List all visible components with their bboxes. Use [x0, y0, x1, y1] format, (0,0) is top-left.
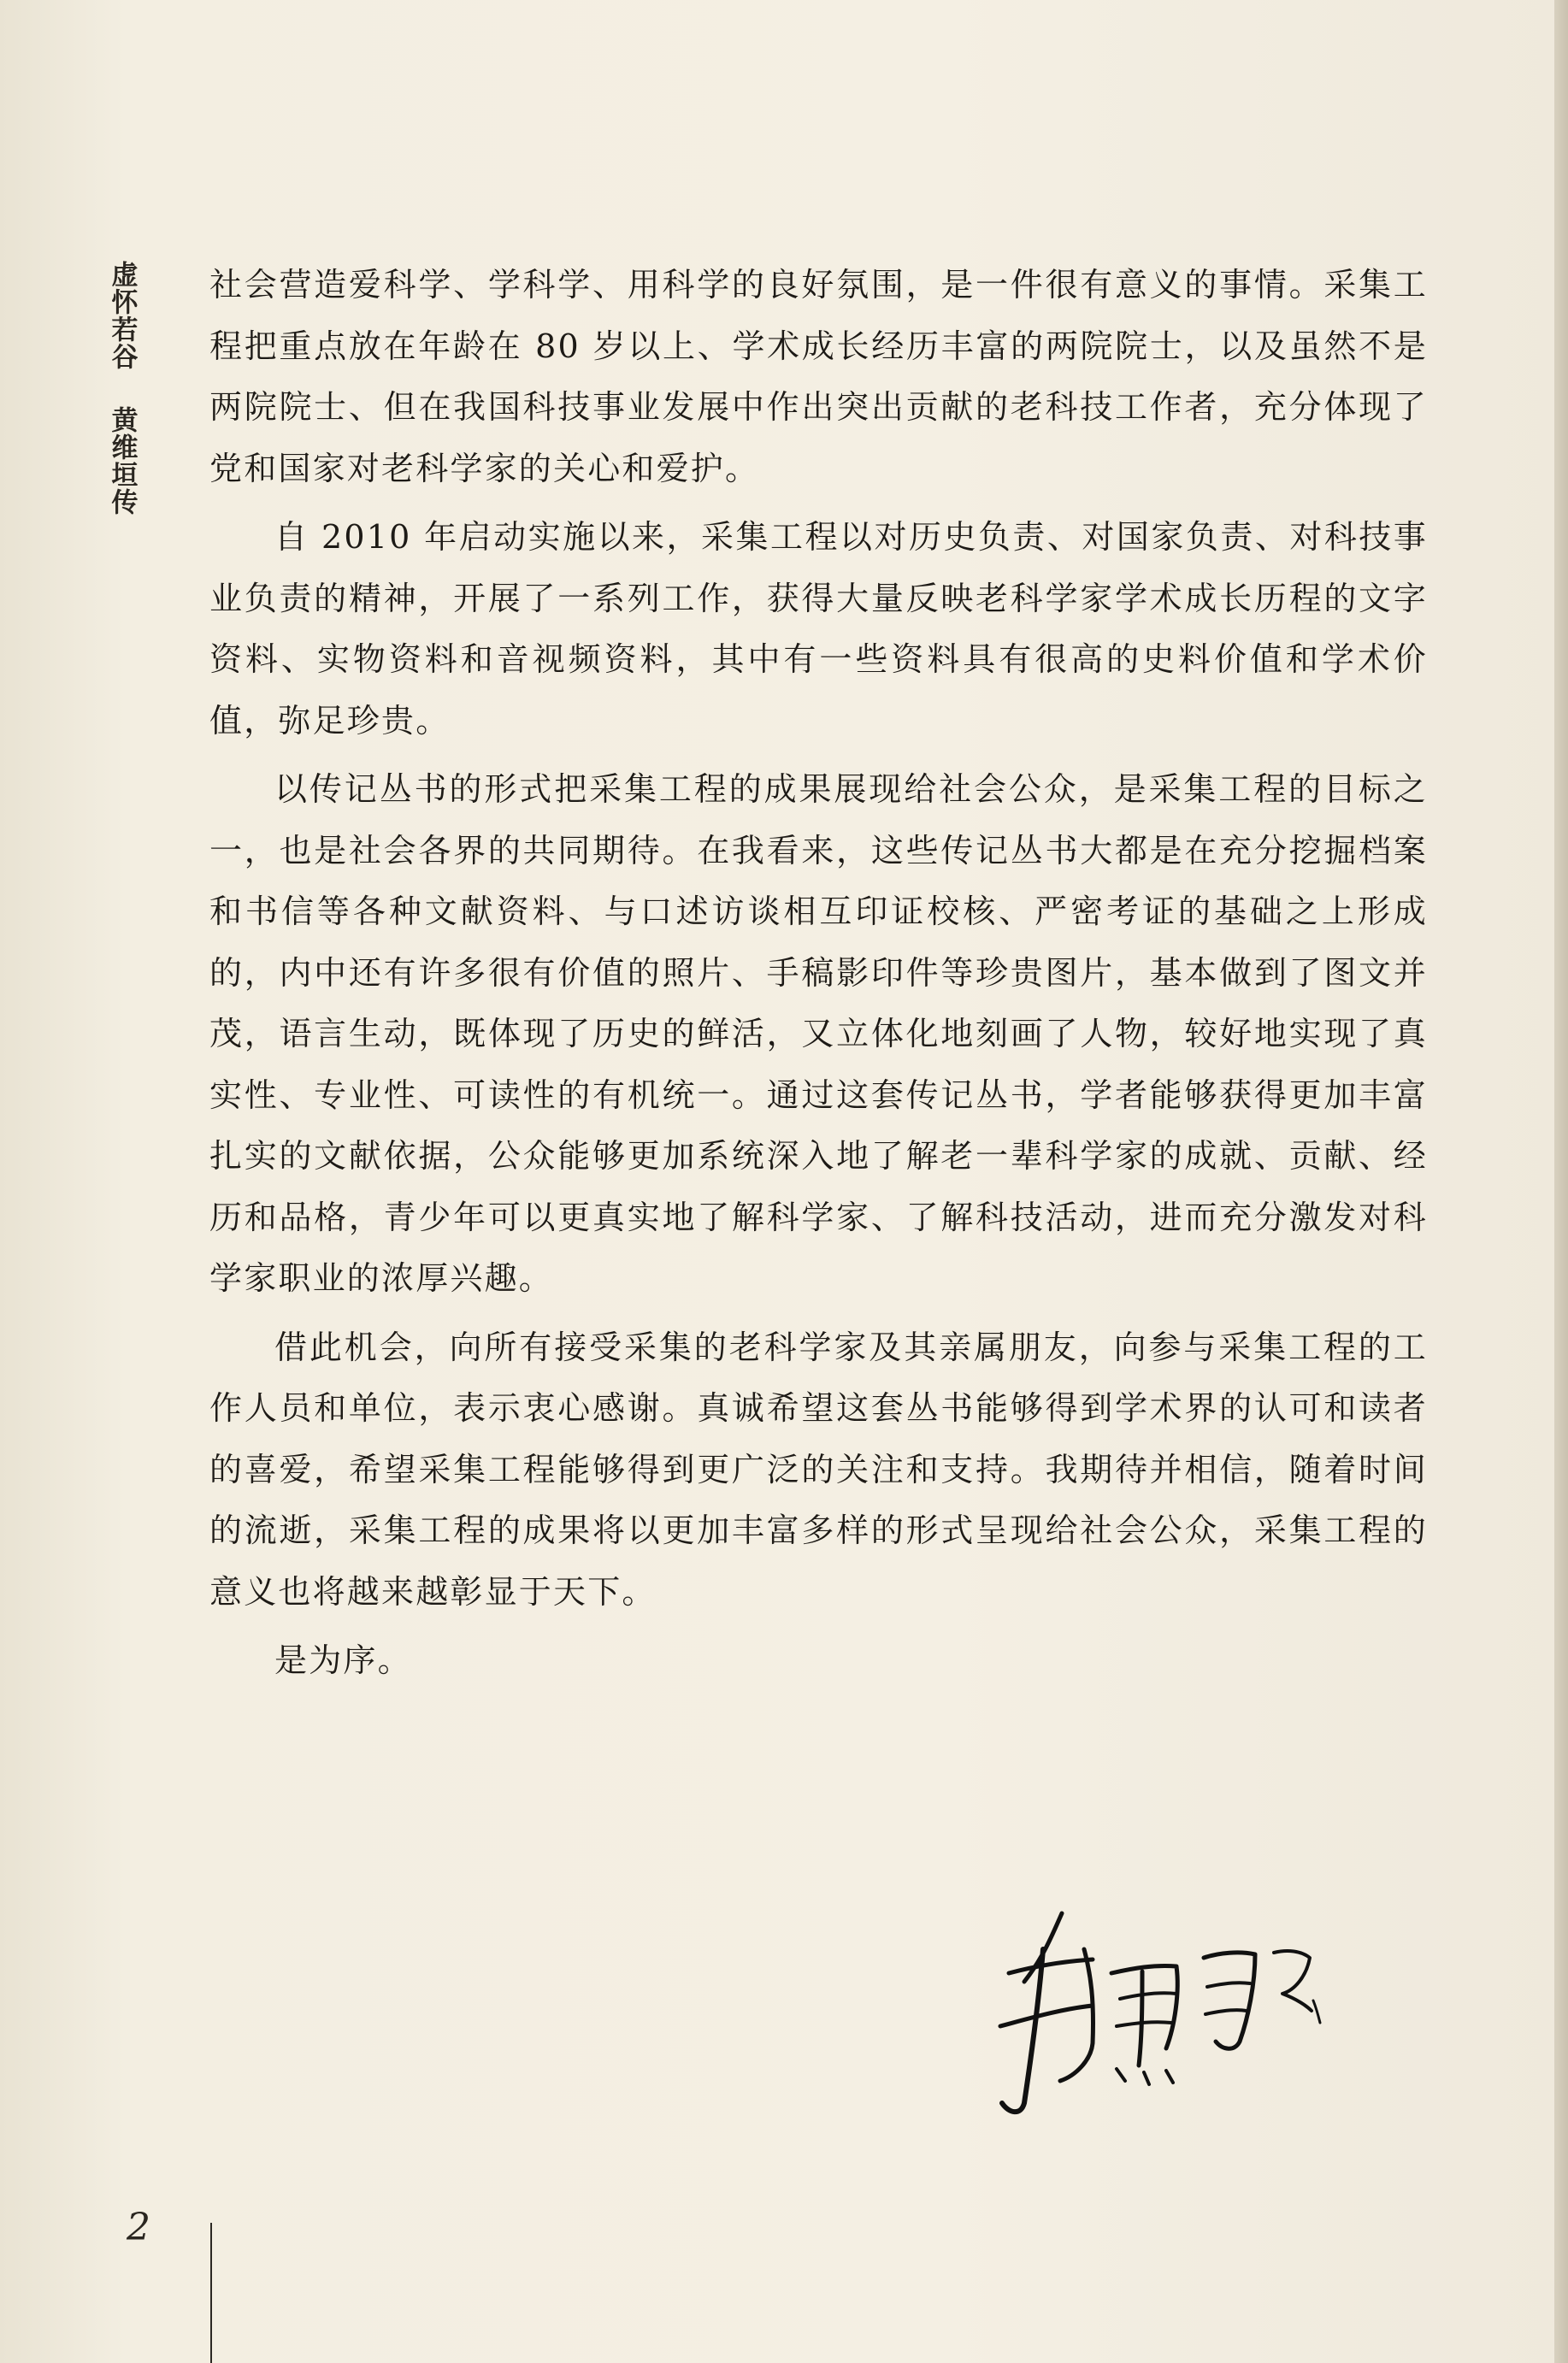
body-text: [209, 255, 1428, 1700]
handwritten-signature: [983, 1898, 1342, 2120]
running-head-subtitle: 黄维垣传: [106, 406, 138, 516]
gutter-divider: [210, 2223, 212, 2363]
paragraph-5: 是为序。: [274, 1641, 412, 1679]
paragraph-4: 借此机会，向所有接受采集的老科学家及其亲属朋友，向参与采集工程的工作人员和单位，表示衷心感谢。真诚希望这套丛书能够得到学术界的认可和读者的喜爱，希望采集工程能够得到更广泛的关注和支持。我期待并相信，随着时间的流逝，采集工程的成果将以更加丰富多样的形式呈现给社会公众，采集工程的意义也将越来越彰显于天下。: [209, 1328, 1428, 1611]
paragraph-2: 自 2010 年启动实施以来，采集工程以对历史负责、对国家负责、对科技事业负责的精神，开展了一系列工作，获得大量反映老科学家学术成长历程的文字资料、实物资料和音视频资料，其中有一些资料具有很高的史料价值和学术价值，弥足珍贵。: [209, 518, 1428, 740]
running-head: [96, 261, 147, 516]
paragraph-1: 社会营造爱科学、学科学、用科学的良好氛围，是一件很有意义的事情。采集工程把重点放在年龄在 80 岁以上、学术成长经历丰富的两院院士，以及虽然不是两院院士、但在我国科技事业发展中作出突出贡献的老科技工作者，充分体现了党和国家对老科学家的关心和爱护。: [209, 266, 1428, 487]
page-edge-shadow: [1554, 0, 1568, 2363]
paragraph-3: 以传记丛书的形式把采集工程的成果展现给社会公众，是采集工程的目标之一，也是社会各界的共同期待。在我看来，这些传记丛书大都是在充分挖掘档案和书信等各种文献资料、与口述访谈相互印证校核、严密考证的基础之上形成的，内中还有许多很有价值的照片、手稿影印件等珍贵图片，基本做到了图文并茂，语言生动，既体现了历史的鲜活，又立体化地刻画了人物，较好地实现了真实性、专业性、可读性的有机统一。通过这套传记丛书，学者能够获得更加丰富扎实的文献依据，公众能够更加系统深入地了解老一辈科学家的成就、贡献、经历和品格，青少年可以更真实地了解科学家、了解科技活动，进而充分激发对科学家职业的浓厚兴趣。: [209, 770, 1428, 1297]
page-number: 2: [127, 2206, 150, 2249]
running-head-title: 虚怀若谷: [106, 261, 138, 370]
